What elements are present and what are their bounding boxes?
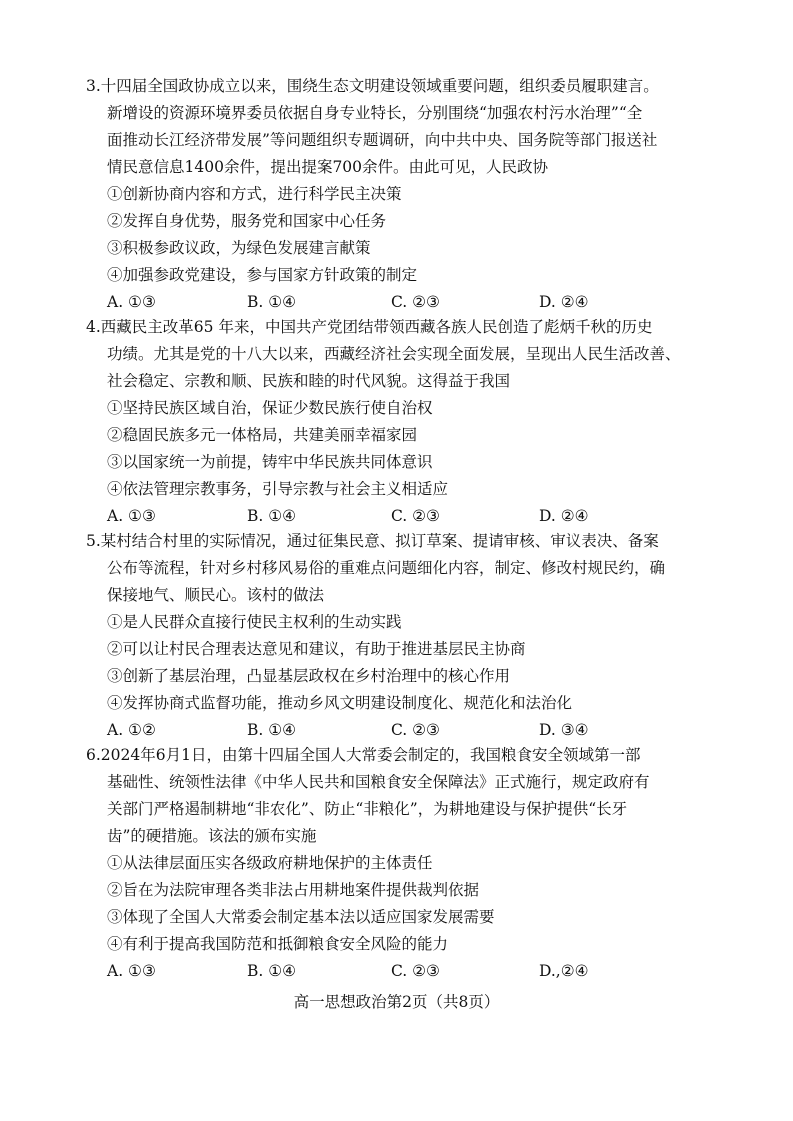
question-3-choice-d: D. ②④ bbox=[539, 293, 589, 311]
question-3-option-4: ④加强参政党建设，参与国家方针政策的制定 bbox=[107, 266, 418, 284]
question-3-stem-line-3: 面推动长江经济带发展”等问题组织专题调研，向中共中央、国务院等部门报送社 bbox=[107, 131, 658, 149]
question-3-option-2: ②发挥自身优势，服务党和国家中心任务 bbox=[107, 212, 387, 230]
question-3-choice-b: B. ①④ bbox=[247, 293, 297, 311]
question-3-choices bbox=[107, 291, 667, 313]
question-4-choice-d: D. ②④ bbox=[539, 507, 589, 525]
question-6-option-1: ①从法律层面压实各级政府耕地保护的主体责任 bbox=[107, 854, 433, 872]
question-4-stem-line-2: 功绩。尤其是党的十八大以来，西藏经济社会实现全面发展，呈现出人民生活改善、 bbox=[107, 345, 681, 363]
question-4-choice-b: B. ①④ bbox=[247, 507, 297, 525]
question-3-choice-a: A. ①③ bbox=[107, 293, 156, 311]
question-5-choices bbox=[107, 719, 667, 741]
question-3-option-3: ③积极参政议政，为绿色发展建言献策 bbox=[107, 239, 371, 257]
question-5-option-4: ④发挥协商式监督功能，推动乡风文明建设制度化、规范化和法治化 bbox=[107, 694, 573, 712]
question-5-choice-d: D. ③④ bbox=[539, 721, 589, 739]
question-6-option-2: ②旨在为法院审理各类非法占用耕地案件提供裁判依据 bbox=[107, 881, 480, 899]
question-5-choice-c: C. ②③ bbox=[391, 721, 440, 739]
question-5-choice-a: A. ①② bbox=[107, 721, 156, 739]
question-3-option-1: ①创新协商内容和方式，进行科学民主决策 bbox=[107, 185, 402, 203]
question-6-stem-line-3: 关部门严格遏制耕地“非农化”、防止“非粮化”，为耕地建设与保护提供“长牙 bbox=[107, 800, 628, 818]
question-5-choice-b: B. ①④ bbox=[247, 721, 297, 739]
question-6-choices bbox=[107, 960, 667, 982]
question-5-option-3: ③创新了基层治理，凸显基层政权在乡村治理中的核心作用 bbox=[107, 667, 511, 685]
question-4-stem-line-1: 4.西藏民主改革65 年来，中国共产党团结带领西藏各族人民创造了彪炳千秋的历史 bbox=[86, 318, 653, 336]
question-4-choice-a: A. ①③ bbox=[107, 507, 156, 525]
question-6-stem-line-1: 6.2024年6月1日，由第十四届全国人大常委会制定的，我国粮食安全领域第一部 bbox=[86, 746, 641, 764]
question-5-stem-line-2: 公布等流程，针对乡村移风易俗的重难点问题细化内容，制定、修改村规民约，确 bbox=[107, 559, 666, 577]
question-6-choice-d: D.,②④ bbox=[539, 962, 589, 980]
question-4-choice-c: C. ②③ bbox=[391, 507, 440, 525]
question-5-stem-line-3: 保接地气、顺民心。该村的做法 bbox=[107, 586, 325, 604]
question-4-stem-line-3: 社会稳定、宗教和顺、民族和睦的时代风貌。这得益于我国 bbox=[107, 372, 511, 390]
question-4-choices bbox=[107, 505, 667, 527]
question-6-option-3: ③体现了全国人大常委会制定基本法以适应国家发展需要 bbox=[107, 908, 495, 926]
question-4-option-2: ②稳固民族多元一体格局，共建美丽幸福家园 bbox=[107, 426, 418, 444]
question-6-choice-c: C. ②③ bbox=[391, 962, 440, 980]
question-6-stem-line-2: 基础性、统领性法律《中华人民共和国粮食安全保障法》正式施行，规定政府有 bbox=[107, 773, 650, 791]
question-4-option-4: ④依法管理宗教事务，引导宗教与社会主义相适应 bbox=[107, 480, 449, 498]
question-4-option-3: ③以国家统一为前提，铸牢中华民族共同体意识 bbox=[107, 453, 433, 471]
question-3-stem-line-1: 3.十四届全国政协成立以来，围绕生态文明建设领域重要问题，组织委员履职建言。 bbox=[86, 77, 659, 95]
question-5-stem-line-1: 5.某村结合村里的实际情况，通过征集民意、拟订草案、提请审核、审议表决、备案 bbox=[86, 532, 659, 550]
question-3-stem-line-4: 情民意信息1400余件，提出提案700余件。由此可见，人民政协 bbox=[107, 158, 549, 176]
question-5-option-2: ②可以让村民合理表达意见和建议，有助于推进基层民主协商 bbox=[107, 640, 526, 658]
question-6-choice-a: A. ①③ bbox=[107, 962, 156, 980]
question-4-option-1: ①坚持民族区域自治，保证少数民族行使自治权 bbox=[107, 399, 433, 417]
question-3-stem-line-2: 新增设的资源环境界委员依据自身专业特长，分别围绕“加强农村污水治理”“全 bbox=[107, 104, 643, 122]
question-3-choice-c: C. ②③ bbox=[391, 293, 440, 311]
question-6-stem-line-4: 齿”的硬措施。该法的颁布实施 bbox=[107, 827, 317, 845]
page-footer: 高一思想政治第2页（共8页） bbox=[293, 993, 500, 1011]
question-6-choice-b: B. ①④ bbox=[247, 962, 297, 980]
question-6-option-4: ④有利于提高我国防范和抵御粮食安全风险的能力 bbox=[107, 935, 449, 953]
question-5-option-1: ①是人民群众直接行使民主权利的生动实践 bbox=[107, 613, 402, 631]
